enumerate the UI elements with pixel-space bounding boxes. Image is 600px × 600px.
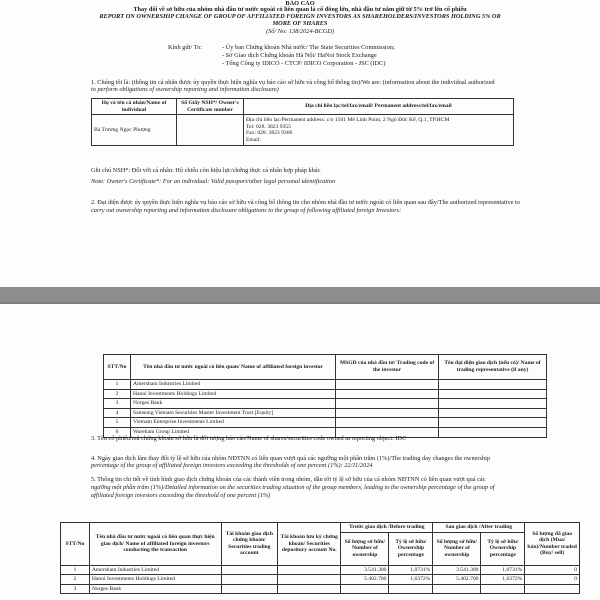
table-row (61, 575, 580, 585)
trading-code-cell (336, 380, 439, 390)
note-en: Note: Owner's Certificate*: For an individual: Valid passport/other legal personal identification (91, 178, 336, 185)
section-4: 4. Ngày giao dịch làm thay đổi tỷ lệ sở hữu của nhóm NĐTNN có liên quan vượt quá các ngưỡng một phần trăm (1%)/The trading day changes the ownership (91, 455, 490, 462)
trading-code-cell (336, 418, 439, 428)
after-pct: 1,0731% (481, 565, 525, 575)
individual-name: Bà Trương Ngọc Phượng (92, 115, 177, 146)
individual-cert (177, 115, 244, 146)
col-address-header: Địa chỉ liên lạc/tel/fax/email/ Permanent address/tel/fax/email (244, 99, 514, 115)
report-title: BÁO CÁO (285, 0, 315, 7)
table-row (61, 565, 580, 575)
trading-code-header: MSGD của nhà đầu tư/ Trading code of the investor (336, 355, 439, 380)
representative-cell (439, 380, 547, 390)
section-2-heading: 2. Đại diện được ủy quyền thực hiện nghĩa vụ báo cáo sở hữu và công bố thông tin cho nhóm nhà đầu tư nước ngoài có liên quan sau đây/The authorized representative to (91, 199, 520, 206)
email-line: Email: (246, 136, 261, 143)
address-line: Địa chỉ liên lạc/Permanent address: c/o 1501 Mê Linh Point, 2 Ngô Đức Kế, Q.1, TP.HCM (246, 117, 450, 123)
investor-name: Amersham Industries Limited (89, 565, 221, 575)
after-shares: 3.541.300 (433, 565, 481, 575)
transaction-table (60, 522, 580, 594)
after-pct-header: Tỷ lệ sở hữu/ Ownership percentage (481, 532, 525, 565)
document-page-1 (0, 0, 600, 287)
table-row (61, 584, 580, 594)
investor-name: Wareham Group Limited (131, 427, 336, 437)
before-shares-header: Số lượng sở hữu/ Number of ownership (341, 532, 389, 565)
report-number: (Số/ No: 138/2024-BCGD) (266, 28, 334, 35)
investor-name: Hanoi Investments Holdings Limited (89, 575, 221, 585)
stt-header: STT/No (61, 523, 90, 566)
representative-cell (439, 399, 547, 409)
trading-account-cell (221, 575, 278, 585)
row-number: 1 (61, 565, 90, 575)
individual-address (244, 115, 514, 146)
before-shares: 5.402.700 (341, 575, 389, 585)
before-trading-header: Trước giao dịch /Before trading (341, 523, 433, 533)
table-row (104, 418, 547, 428)
traded-qty: 0 (525, 565, 580, 575)
traded-qty (525, 584, 580, 594)
investor-name: Norges Bank (131, 399, 336, 409)
before-pct-header: Tỷ lệ sở hữu/ Ownership percentage (389, 532, 433, 565)
depository-account-cell (278, 584, 341, 594)
section-2-heading-en: carry out ownership reporting and information disclosure obligations to the group of following affiliated foreign Investors: (91, 207, 402, 214)
addressee-ssc: - Ủy ban Chứng khoán Nhà nước/ The State Securities Commission; (222, 44, 395, 51)
trading-code-cell (336, 389, 439, 399)
depository-account-cell (278, 575, 341, 585)
document-page-2 (0, 304, 600, 600)
before-pct: 1,6372% (389, 575, 433, 585)
representative-cell (439, 427, 547, 437)
table-row (104, 380, 547, 390)
section-5-cont: ngưỡng một phần trăm (1%)/Detailed information on the securities trading situation of the group members, leading to the ownership percentage of the group of (91, 484, 495, 491)
section-1-heading: 1. Chúng tôi là: (thông tin cá nhân được ủy quyền thực hiện nghĩa vụ báo cáo sở hữu và công bố thông tin)/We are: (information about the individual authorized (91, 79, 495, 86)
after-pct: 1,6372% (481, 575, 525, 585)
section-5-cont-2: affiliated foreign investors exceeding the threshold of one percent (1%) (91, 492, 271, 499)
col-name-header: Họ và tên cá nhân/Name of individual (92, 99, 177, 115)
addressee-label: Kính gửi/ To: (168, 44, 202, 51)
before-pct (389, 584, 433, 594)
before-shares (341, 584, 389, 594)
traded-qty: 0 (525, 575, 580, 585)
table-row (104, 389, 547, 399)
report-title-vn: Thay đổi về sở hữu của nhóm nhà đầu tư nước ngoài có liên quan là cổ đông lớn, nhà đầu tư nắm giữ từ 5% trở lên cổ phiếu (133, 6, 467, 13)
section-5: 5. Thông tin chi tiết về tình hình giao dịch chứng khoán của các thành viên trong nhóm, dẫn tới tỷ lệ sở hữu của cả nhóm NĐTNN có liên quan vượt quá các (91, 476, 486, 483)
trading-account-cell (221, 584, 278, 594)
representative-cell (439, 418, 547, 428)
investor-name: Norges Bank (89, 584, 221, 594)
addressee-hnx: - Sở Giao dịch Chứng khoán Hà Nội/ HaNoi Stock Exchange (222, 52, 377, 59)
note-vn: Ghi chú NSH*: Đối với cá nhân: Hộ chiếu còn hiệu lực/chứng thực cá nhân hợp pháp khác (91, 167, 321, 174)
after-shares (433, 584, 481, 594)
representative-header: Tên đại diện giao dịch (nếu có)/ Name of trading representative (if any) (439, 355, 547, 380)
section-3: 3. Tên cổ phiếu/mã chứng khoán sở hữu là đối tượng báo cáo/Name of shares/securities code owned as reporting object: IDC (91, 435, 407, 442)
affiliated-investors-table (103, 354, 547, 438)
report-title-en: REPORT ON OWNERSHIP CHANGE OF GROUP OF AFFILIATED FOREIGN INVESTORS AS SHAREHOLDERS/INVESTORS HOLDING 5% OR (99, 13, 501, 20)
row-number: 4 (104, 408, 131, 418)
row-number: 3 (61, 584, 90, 594)
addressee-idc: - Tổng Công ty IDICO - CTCP/ IDICO Corporation - JSC (IDC) (222, 60, 386, 67)
row-number: 3 (104, 399, 131, 409)
after-pct (481, 584, 525, 594)
investor-name: Vietnam Enterprise Investments Limited (131, 418, 336, 428)
investor-name-header: Tên nhà đầu tư nước ngoài có liên quan thực hiện giao dịch/ Name of affiliated foreign investors conducting the transaction (89, 523, 221, 566)
table-row (104, 408, 547, 418)
row-number: 6 (104, 427, 131, 437)
before-pct: 1,0731% (389, 565, 433, 575)
investor-name: Amersham Industries Limited (131, 380, 336, 390)
investor-name: Samsung Vietnam Securities Master Investment Trust [Equity] (131, 408, 336, 418)
row-number: 1 (104, 380, 131, 390)
individual-table (91, 98, 514, 146)
representative-cell (439, 389, 547, 399)
after-shares: 5.402.700 (433, 575, 481, 585)
table-row (104, 399, 547, 409)
stt-header: STT/No (104, 355, 131, 380)
col-cert-header: Số Giấy NSH*/ Owner's Certificate number (177, 99, 244, 115)
section-4-cont: percentage of the group of affiliated foreign investors exceeding the thresholds of one percent (1%): 22/11/2024 (91, 462, 373, 469)
trading-account-header: Tài khoản giao dịch chứng khoán/ Securities trading account (221, 523, 278, 566)
fax-line: Fax: 028. 3823 9366 (246, 130, 293, 137)
row-number: 2 (61, 575, 90, 585)
section-1-heading-en: to perform obligations of ownership reporting and information disclosure) (91, 86, 279, 93)
investor-name: Hanoi Investments Holdings Limited (131, 389, 336, 399)
row-number: 2 (104, 389, 131, 399)
after-trading-header: Sau giao dịch /After trading (433, 523, 525, 533)
before-shares: 3.541.300 (341, 565, 389, 575)
tel-line: Tel: 028. 3823 9355 (246, 123, 291, 130)
report-title-en-2: MORE OF SHARES (272, 20, 328, 27)
trading-account-cell (221, 565, 278, 575)
representative-cell (439, 408, 547, 418)
after-shares-header: Số lượng sở hữu/ Number of ownership (433, 532, 481, 565)
depository-account-header: Tài khoản lưu ký chứng khoán/ Securities depository account No. (278, 523, 341, 566)
trading-code-cell (336, 399, 439, 409)
depository-account-cell (278, 565, 341, 575)
traded-qty-header: Số lượng đã giao dịch (Mua/ bán)/Number traded (Buy/ sell) (525, 523, 580, 566)
row-number: 5 (104, 418, 131, 428)
investor-name-header: Tên nhà đầu tư nước ngoài có liên quan/ Name of affiliated foreign investor (131, 355, 336, 380)
trading-code-cell (336, 408, 439, 418)
page-gap (0, 287, 600, 304)
